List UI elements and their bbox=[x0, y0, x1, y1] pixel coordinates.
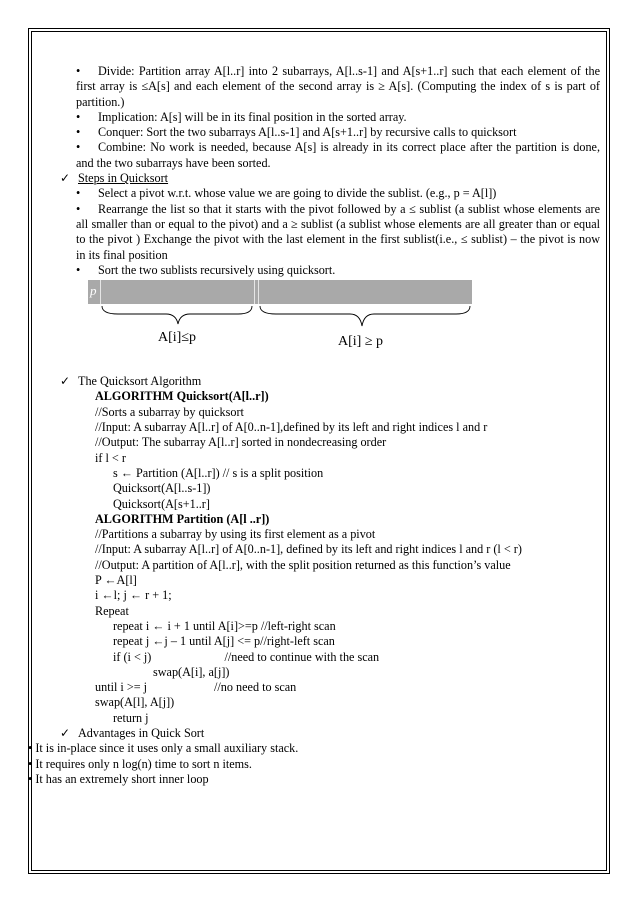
left-sublist-label: A[i]≤p bbox=[158, 330, 197, 346]
brace-shapes bbox=[88, 304, 472, 334]
code-line: repeat j ←j – 1 until A[j] <= p//right-left scan bbox=[113, 634, 335, 649]
right-brace bbox=[260, 306, 470, 326]
code-line: repeat i ← i + 1 until A[i]>=p //left-right scan bbox=[113, 618, 336, 633]
bullet-conquer: • Conquer: Sort the two subarrays A[l..s-1] and A[s+1..r] by recursive calls to quicksort bbox=[76, 125, 517, 140]
algorithm-block bbox=[38, 389, 600, 726]
code-line: Quicksort(A[l..s-1]) bbox=[113, 481, 211, 496]
code-line: i ←l; j ← r + 1; bbox=[95, 588, 172, 603]
divider-split-right bbox=[258, 280, 259, 304]
bullet-sort-sublists: • Sort the two sublists recursively using quicksort. bbox=[76, 262, 336, 277]
code-line: //Input: A subarray A[l..r] of A[0..n-1], defined by its left and right indices l and r (l < r) bbox=[95, 542, 522, 557]
bullet-divide: • Divide: Partition array A[l..r] into 2 subarrays, A[l..s-1] and A[s+1..r] such that each element of the first array is ≤A[s] and each element of the second array is ≥ A[s]. (Computing the index of s is part of partition.) bbox=[76, 64, 600, 109]
code-line: swap(A[i], a[j]) bbox=[153, 664, 230, 679]
left-brace bbox=[102, 306, 252, 324]
code-line: //Input: A subarray A[l..r] of A[0..n-1],defined by its left and right indices l and r bbox=[95, 420, 488, 435]
right-sublist-label: A[i] ≥ p bbox=[338, 334, 384, 350]
check-icon: ✓ bbox=[60, 171, 71, 186]
code-line: swap(A[l], A[j]) bbox=[95, 695, 175, 710]
code-line: if (i < j) //need to continue with the scan bbox=[113, 649, 380, 664]
code-line: //Output: The subarray A[l..r] sorted in nondecreasing order bbox=[95, 435, 387, 450]
steps-heading: ✓ Steps in Quicksort bbox=[60, 171, 169, 186]
bullet-rearrange: • Rearrange the list so that it starts with the pivot followed by a ≤ sublist (a sublist whose elements are all smaller than or equal to the pivot) and a ≥ sublist (a sublist whose elements are all greater than or equal to the pivot ) Exchange the pivot with the last element in the first sublist(i.e., ≤ sublist) – the pivot is now in its final position bbox=[76, 201, 600, 262]
algorithm-heading: ✓ The Quicksort Algorithm bbox=[60, 374, 202, 389]
check-icon: ✓ bbox=[60, 725, 71, 740]
code-line: P ←A[l] bbox=[95, 573, 137, 588]
code-line: s ← Partition (A[l..r]) // s is a split position bbox=[113, 465, 324, 480]
code-line: //Partitions a subarray by using its first element as a pivot bbox=[95, 527, 376, 542]
partition-diagram bbox=[88, 278, 600, 374]
code-line: until i >= j //no need to scan bbox=[95, 680, 297, 695]
bullet-implication: • Implication: A[s] will be in its final position in the sorted array. bbox=[76, 109, 407, 124]
code-line: Quicksort(A[s+1..r] bbox=[113, 496, 210, 511]
document-body bbox=[28, 64, 600, 787]
check-icon: ✓ bbox=[60, 374, 71, 389]
advantage-item: • It has an extremely short inner loop bbox=[28, 771, 209, 786]
partition-title: ALGORITHM Partition (A[l ..r]) bbox=[95, 511, 270, 526]
code-line: if l < r bbox=[95, 450, 126, 465]
bullet-select-pivot: • Select a pivot w.r.t. whose value we are going to divide the sublist. (e.g., p = A[l]) bbox=[76, 186, 497, 201]
divider-pivot bbox=[100, 280, 101, 304]
array-bar bbox=[88, 280, 472, 304]
pivot-label: p bbox=[90, 283, 97, 299]
divider-split-left bbox=[254, 280, 255, 304]
code-line: //Output: A partition of A[l..r], with the split position returned as this function’s value bbox=[95, 557, 511, 572]
quicksort-title: ALGORITHM Quicksort(A[l..r]) bbox=[95, 389, 269, 404]
advantage-item: • It is in-place since it uses only a small auxiliary stack. bbox=[28, 741, 299, 756]
code-line: Repeat bbox=[95, 603, 129, 618]
code-line: return j bbox=[113, 710, 149, 725]
code-line: //Sorts a subarray by quicksort bbox=[95, 404, 244, 419]
bullet-combine: • Combine: No work is needed, because A[s] is already in its correct place after the partition is done, and the two subarrays have been sorted. bbox=[76, 140, 600, 170]
advantages-heading: ✓ Advantages in Quick Sort bbox=[60, 725, 205, 740]
advantage-item: • It requires only n log(n) time to sort n items. bbox=[28, 756, 252, 771]
